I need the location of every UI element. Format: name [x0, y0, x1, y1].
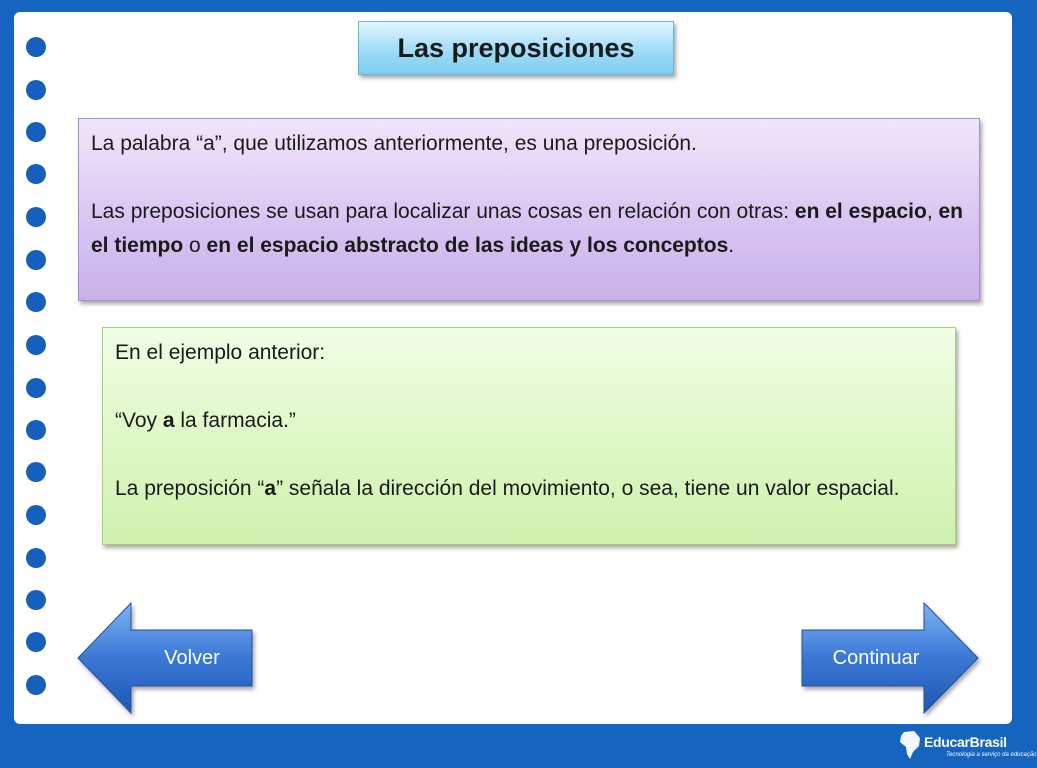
quote-text: la farmacia.” [174, 409, 296, 432]
ring-hole [26, 122, 46, 142]
ring-hole [26, 462, 46, 482]
example-explanation [115, 472, 943, 506]
ring-hole [26, 632, 46, 652]
intro-paragraph [91, 195, 967, 263]
quote-bold: a [162, 409, 175, 432]
ring-hole [26, 292, 46, 312]
ring-hole [26, 590, 46, 610]
intro-text: o [183, 234, 207, 257]
ring-hole [26, 250, 46, 270]
educarbrasil-logo [898, 728, 1037, 764]
ring-hole [26, 420, 46, 440]
ring-hole [26, 37, 46, 57]
intro-bold: en el espacio [794, 200, 927, 223]
ring-hole [26, 335, 46, 355]
ring-hole [26, 207, 46, 227]
ring-hole [26, 164, 46, 184]
back-button[interactable] [76, 600, 256, 716]
logo-tagline: Tecnologia a serviço da educação [946, 752, 1037, 758]
explanation-bold: a [264, 477, 277, 500]
explanation-text: ” señala la dirección del movimiento, o sea, tiene un valor espacial. [276, 477, 900, 500]
intro-box [78, 118, 980, 301]
continue-button[interactable] [800, 600, 982, 716]
example-heading: En el ejemplo anterior: [115, 341, 326, 364]
ring-hole [26, 505, 46, 525]
quote-text: “Voy [115, 409, 163, 432]
ring-hole [26, 675, 46, 695]
intro-text: . [728, 234, 735, 257]
back-label: Volver [164, 647, 220, 669]
slide-title-box [358, 21, 674, 75]
intro-text: Las preposiciones se usan para localizar unas cosas en relación con otras: [91, 200, 795, 223]
ring-hole [26, 548, 46, 568]
ring-hole [26, 80, 46, 100]
intro-bold: en el espacio abstracto de las ideas y los conceptos [206, 234, 729, 257]
example-box [102, 327, 956, 545]
intro-text: , [926, 200, 939, 223]
example-quote [115, 404, 943, 438]
explanation-text: La preposición “ [115, 477, 265, 500]
brazil-map-icon [898, 730, 922, 760]
continue-label: Continuar [832, 647, 920, 669]
intro-bold: en el tiempo [91, 200, 963, 257]
intro-line: La palabra “a”, que utilizamos anteriormente, es una preposición. [91, 132, 697, 155]
ring-hole [26, 378, 46, 398]
slide-title: Las preposiciones [397, 32, 635, 63]
logo-name: EducarBrasil [924, 734, 1007, 750]
